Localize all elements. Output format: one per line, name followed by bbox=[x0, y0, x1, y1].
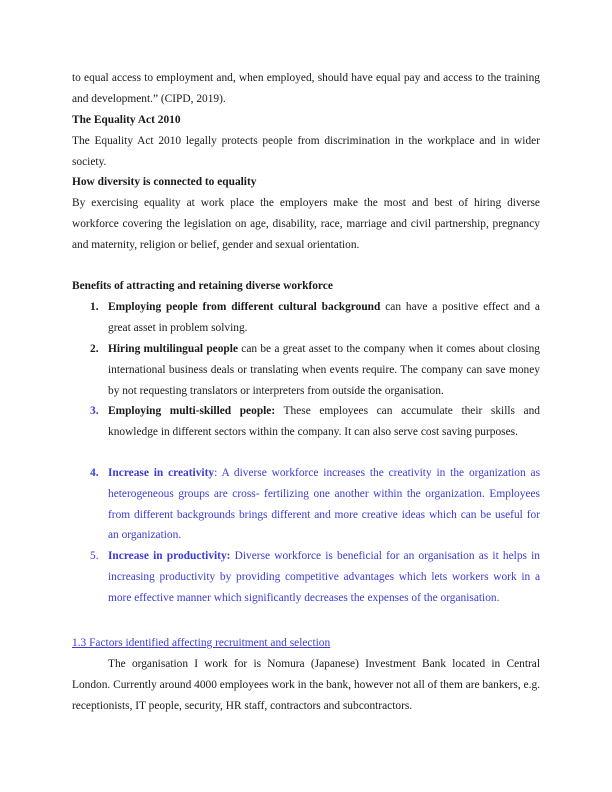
list-item bbox=[108, 401, 540, 443]
list-item-number: 2. bbox=[90, 343, 99, 355]
equality-act-paragraph: The Equality Act 2010 legally protects people from discrimination in the workplace and in wider society. bbox=[72, 135, 540, 168]
list-item-number: 5. bbox=[90, 550, 99, 562]
list-item bbox=[108, 339, 540, 401]
list-item-bold: Hiring multilingual people bbox=[108, 343, 238, 355]
diversity-equality-heading: How diversity is connected to equality bbox=[72, 176, 257, 188]
list-item-number: 4. bbox=[90, 467, 99, 479]
equality-act-heading: The Equality Act 2010 bbox=[72, 114, 181, 126]
list-item-text: Diverse workforce is beneficial for an organisation as it helps in increasing productivity by providing competitive advantages which lets workers work in a more effective manner which significantly decreases the expenses of the organisation. bbox=[108, 550, 540, 604]
list-item-bold: Increase in creativity bbox=[108, 467, 215, 479]
benefits-heading: Benefits of attracting and retaining diverse workforce bbox=[72, 280, 333, 292]
list-item-text: These employees can accumulate their skills and knowledge in different sectors within the company. It can also serve cost saving purposes. bbox=[108, 405, 540, 438]
section-heading-wrap bbox=[72, 633, 540, 654]
list-item bbox=[108, 463, 540, 546]
intro-paragraph: to equal access to employment and, when employed, should have equal pay and access to the training and development.” (CIPD, 2019). bbox=[72, 72, 540, 105]
list-item-text: : A diverse workforce increases the creativity in the organization as heterogeneous groups are cross- fertilizing one another within the organization. Employees from different backgrounds brings different and more creative ideas which can be useful for an organization. bbox=[108, 467, 540, 542]
diversity-equality-paragraph: By exercising equality at work place the employers make the most and best of hiring diverse workforce covering the legislation on age, disability, race, marriage and civil partnership, pregnancy and maternity, religion or belief, gender and sexual orientation. bbox=[72, 197, 540, 251]
list-item-text: can be a great asset to the company when it comes about closing international business deals or translating when events require. The company can save money by not requesting translators or interpreters from outside the organisation. bbox=[108, 343, 540, 397]
list-item-number: 3. bbox=[90, 405, 99, 417]
list-item-bold: Employing people from different cultural background bbox=[108, 301, 381, 313]
list-item-number: 1. bbox=[90, 301, 99, 313]
list-item-bold: Employing multi-skilled people: bbox=[108, 405, 276, 417]
list-item bbox=[108, 297, 540, 339]
section-1-3-heading-link[interactable]: 1.3 Factors identified affecting recruitment and selection bbox=[72, 637, 331, 649]
list-item bbox=[108, 546, 540, 608]
section-1-3-paragraph: The organisation I work for is Nomura (Japanese) Investment Bank located in Central London. Currently around 4000 employees work in the bank, however not all of them are bankers, e.g. receptionists, IT people, security, HR staff, contractors and subcontractors. bbox=[72, 658, 540, 712]
list-item-bold: Increase in productivity: bbox=[108, 550, 231, 562]
list-item-text: can have a positive effect and a great asset in problem solving. bbox=[108, 301, 540, 334]
